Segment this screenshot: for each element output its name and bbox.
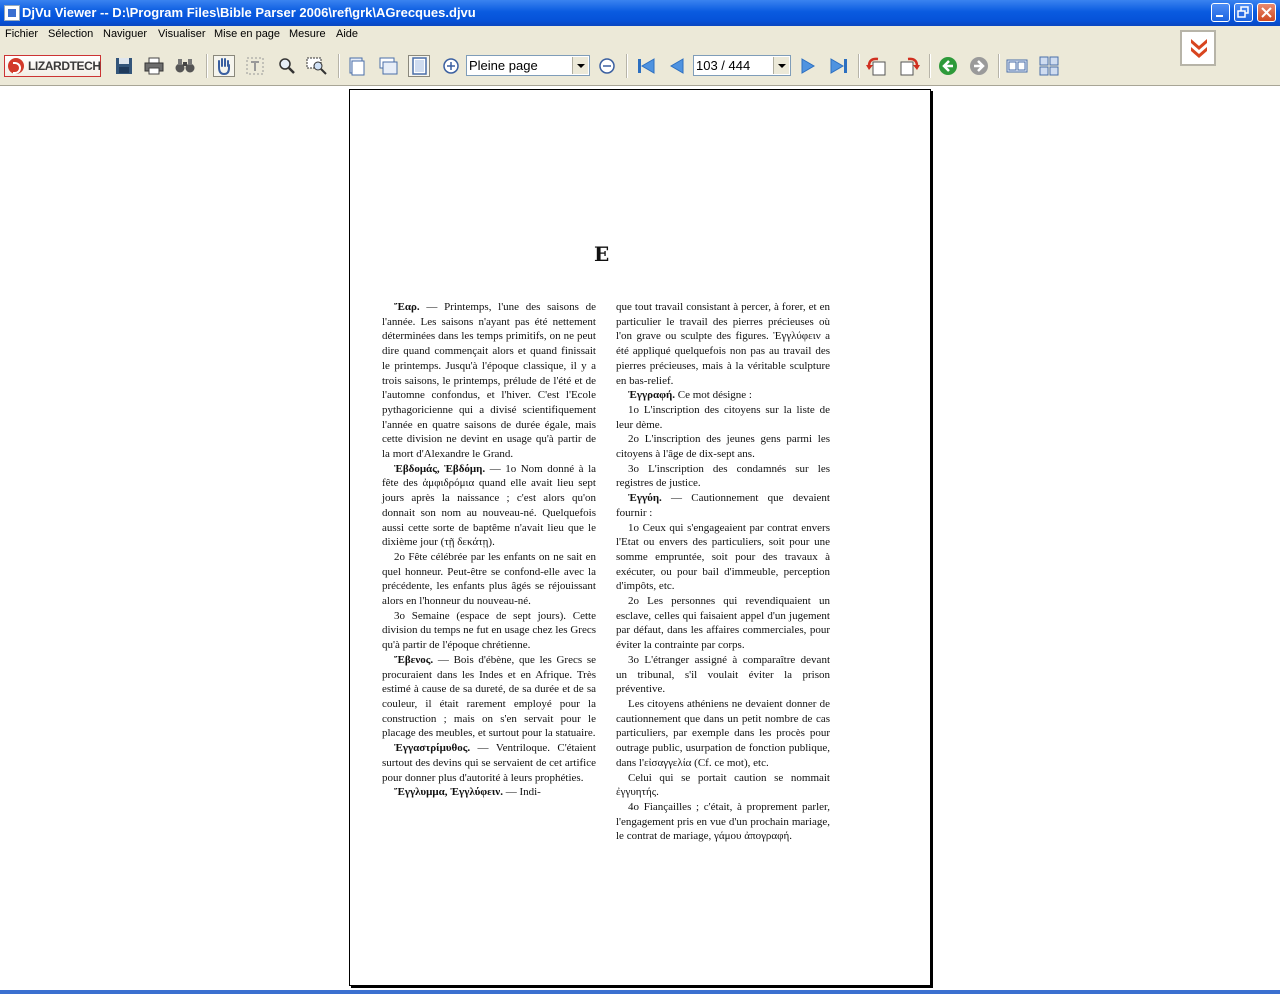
entry-text: que tout travail consistant à percer, à forer, et en particulier le travail des pierres précieuses où l'on grave ou sculpte des figures. Ἐγγλύφειν a été appliqué quelquefois non pas au travail des pierres précieuses, mais à la véritable sculpture en bas-relief. [616, 301, 830, 387]
paragraph [382, 462, 596, 550]
restore-icon [1235, 4, 1252, 21]
menu-naviguer[interactable]: Naviguer [103, 28, 148, 40]
text-select-button[interactable] [244, 55, 266, 77]
entry-keyword: Ἐγγαστρίμυθος. [394, 742, 471, 755]
binoculars-icon [175, 57, 195, 75]
lizardtech-logo[interactable] [4, 55, 101, 77]
entry-text: Les citoyens athéniens ne devaient donner de cautionnement que dans un petit nombre de cas particuliers, par exemple dans les procès pour outrage public, usurpation de fonction publique, dans l'εἰσαγγελία (Cf. ce mot), etc. [616, 697, 830, 769]
paragraph [382, 653, 596, 741]
text-select-icon [246, 57, 264, 75]
entry-text: Celui qui se portait caution se nommait ἐγγυητής. [616, 771, 830, 799]
paragraph [616, 300, 830, 388]
entry-text: 2o Fête célébrée par les enfants on ne sait en quel honneur. Peut-être se confond-elle avec la précédente, les enfants plus âgés se réjouissant alors en l'honneur du nouveau-né. [382, 550, 596, 608]
zoom-out-button[interactable] [596, 55, 618, 77]
entry-text: Ce mot désigne : [675, 389, 752, 402]
print-button[interactable] [143, 55, 165, 77]
zoom-value: Pleine page [469, 58, 538, 73]
paragraph [616, 388, 830, 403]
entry-keyword: Ἑβδομάς, Ἑβδόμη. [394, 462, 486, 475]
entry-keyword: Ἐγγύη. [628, 492, 662, 505]
single-page-view-button[interactable] [345, 55, 367, 77]
entry-text: — Bois d'ébène, que les Grecs se procuraient dans les Indes et en Afrique. Très estimé à cause de sa dureté, de sa durée et de sa couleur, il était rarement employé pour la construction ; mais on s'en servait pour le placage des meubles, et surtout pour la statuaire. [382, 653, 596, 740]
entry-text: 1o L'inscription des citoyens sur la liste de leur dème. [616, 403, 830, 431]
paragraph [616, 800, 830, 844]
restore-button[interactable] [1234, 3, 1253, 22]
find-button[interactable] [174, 55, 196, 77]
paragraph [382, 550, 596, 609]
entry-keyword: Ἔαρ. [394, 301, 420, 313]
paragraph [382, 300, 596, 462]
status-bar [0, 990, 1280, 994]
entry-text: — Ventriloque. C'étaient surtout des devins qui se servaient de cet artifice pour donner plus d'autorité à leurs prophéties. [382, 742, 596, 784]
entry-text: 1o Ceux qui s'engageaient par contrat envers l'Etat ou envers des particuliers, soit pour une somme empruntée, soit pour des travaux à exécuter, ou pour bail d'immeuble, perception d'impôts, etc. [616, 521, 830, 593]
page-select[interactable] [693, 55, 791, 76]
toolbar [0, 46, 1280, 86]
paragraph [616, 594, 830, 653]
previous-page-icon [667, 56, 687, 76]
paragraph [382, 609, 596, 653]
menu-aide[interactable]: Aide [336, 28, 359, 40]
rotate-left-button[interactable] [866, 55, 888, 77]
zoom-in-icon [442, 57, 460, 75]
entry-text: 4o Fiançailles ; c'était, à proprement parler, l'engagement pris en vue d'un prochain mariage, le contrat de mariage, γάμου ἀπογραφή. [616, 800, 830, 843]
entry-text: — Indi- [502, 786, 541, 799]
page-strip-icon [1006, 57, 1028, 75]
thumbnails-strip-button[interactable] [1006, 55, 1028, 77]
thumbnails-grid-button[interactable] [1038, 55, 1060, 77]
entry-keyword: Ἐγγραφή. [628, 389, 675, 402]
paragraph [616, 462, 830, 491]
last-page-button[interactable] [828, 55, 850, 77]
back-button[interactable] [937, 55, 959, 77]
continuous-page-icon [378, 56, 398, 76]
document-page[interactable] [349, 89, 931, 986]
paragraph [616, 653, 830, 697]
minimize-icon [1212, 4, 1229, 21]
zoom-rectangle-button[interactable] [306, 55, 328, 77]
single-page-icon [347, 56, 365, 76]
page-heading: E [594, 242, 612, 266]
lizardtech-swirl-icon [8, 58, 24, 74]
zoom-rect-icon [306, 57, 328, 75]
title-bar [0, 0, 1280, 26]
menu-mesure[interactable]: Mesure [289, 28, 326, 40]
paragraph [616, 491, 830, 520]
menu-selection[interactable]: Sélection [48, 28, 94, 40]
full-page-icon [410, 56, 428, 76]
window-title: DjVu Viewer -- D:\Program Files\Bible Parser 2006\ref\grk\AGrecques.djvu [22, 5, 476, 20]
grid-icon [1039, 56, 1059, 76]
continuous-view-button[interactable] [377, 55, 399, 77]
forward-button[interactable] [968, 55, 990, 77]
toolbar-separator [998, 54, 1000, 78]
save-button[interactable] [113, 55, 135, 77]
next-page-icon [798, 56, 818, 76]
paragraph [616, 771, 830, 800]
back-arrow-icon [938, 56, 958, 76]
print-icon [144, 57, 164, 75]
toolbar-separator [206, 54, 208, 78]
chevron-down-icon[interactable] [773, 57, 789, 74]
paragraph [382, 741, 596, 785]
rotate-right-icon [898, 56, 920, 76]
entry-text: 3o L'étranger assigné à comparaître devant un tribunal, s'il voulait éviter la prison préventive. [616, 653, 830, 696]
entry-text: 3o Semaine (espace de sept jours). Cette division du temps ne fut en usage chez les Grecs qu'à partir de l'époque chrétienne. [382, 609, 596, 652]
menu-bar [0, 26, 1280, 46]
toolbar-separator [858, 54, 860, 78]
toolbar-separator [929, 54, 931, 78]
close-icon [1258, 4, 1275, 21]
logo-text: LIZARDTECH [28, 59, 101, 73]
zoom-tool-button[interactable] [276, 55, 298, 77]
entry-text: — Cautionnement que devaient fournir : [616, 492, 830, 519]
first-page-icon [636, 56, 656, 76]
previous-page-button[interactable] [666, 55, 688, 77]
toolbar-separator [338, 54, 340, 78]
entry-text: — 1o Nom donné à la fête des ἀμφιδρόμια quand elle avait lieu sept jours après la naissance ; c'est alors qu'on donnait son nom au nouveau-né. Quelquefois aussi cette sorte de baptême n'avait lieu que le dixième jour (τῇ δεκάτῃ). [382, 462, 597, 549]
entry-keyword: Ἔβενος. [394, 653, 434, 666]
paragraph [616, 432, 830, 461]
double-chevron-down-icon [1189, 37, 1209, 59]
hand-tool-button[interactable] [213, 55, 235, 77]
minimize-button[interactable] [1211, 3, 1230, 22]
page-value: 103 / 444 [696, 58, 751, 73]
rotate-left-icon [866, 56, 888, 76]
close-button[interactable] [1257, 3, 1276, 22]
paragraph [616, 521, 830, 595]
magnifier-icon [278, 57, 296, 75]
last-page-icon [829, 56, 849, 76]
paragraph [616, 697, 830, 771]
zoom-in-button[interactable] [440, 55, 462, 77]
entry-keyword: Ἔγγλυμμα, Ἐγγλύφειν. [394, 786, 503, 799]
first-page-button[interactable] [635, 55, 657, 77]
paragraph [382, 785, 596, 800]
zoom-out-icon [598, 57, 616, 75]
forward-arrow-icon [969, 56, 989, 76]
hand-icon [215, 57, 233, 75]
save-icon [115, 57, 133, 75]
left-text-column [382, 300, 596, 800]
menu-fichier[interactable]: Fichier [5, 28, 39, 40]
chevron-down-icon[interactable] [572, 57, 588, 74]
entry-text: 2o Les personnes qui revendiquaient un esclave, celles qui faisaient appel d'un jugement par défaut, dans les affaires commerciales, pour éviter la contrainte par corps. [616, 595, 830, 652]
entry-text: — Printemps, l'une des saisons de l'année. Les saisons n'ayant pas été nettement déterminées dans les temps primitifs, on ne peut dire quand commençait alors et quand finissait le printemps. Jusqu'à l'époque classique, il y a trois saisons, le printemps, prélude de l'été et de l'automne confondus, et l'hiver. C'est l'Ecole pythagoricienne qui a divisé scientifiquement l'année en quatre saisons de durée égale, mais cette division ne devint en usage qu'à partir de la mort d'Alexandre le Grand. [382, 301, 596, 461]
next-page-button[interactable] [797, 55, 819, 77]
menu-visualiser[interactable]: Visualiser [158, 28, 206, 40]
right-text-column [616, 300, 830, 844]
entry-text: 3o L'inscription des condamnés sur les registres de justice. [616, 462, 830, 490]
rotate-right-button[interactable] [898, 55, 920, 77]
toolbar-separator [626, 54, 628, 78]
menu-mise-en-page[interactable]: Mise en page [214, 28, 281, 40]
full-page-view-button[interactable] [408, 55, 430, 77]
collapse-toolbar-button[interactable] [1180, 30, 1216, 66]
app-icon[interactable] [4, 5, 20, 21]
paragraph [616, 403, 830, 432]
zoom-select[interactable] [466, 55, 590, 76]
entry-text: 2o L'inscription des jeunes gens parmi les citoyens à l'âge de dix-sept ans. [616, 433, 830, 461]
